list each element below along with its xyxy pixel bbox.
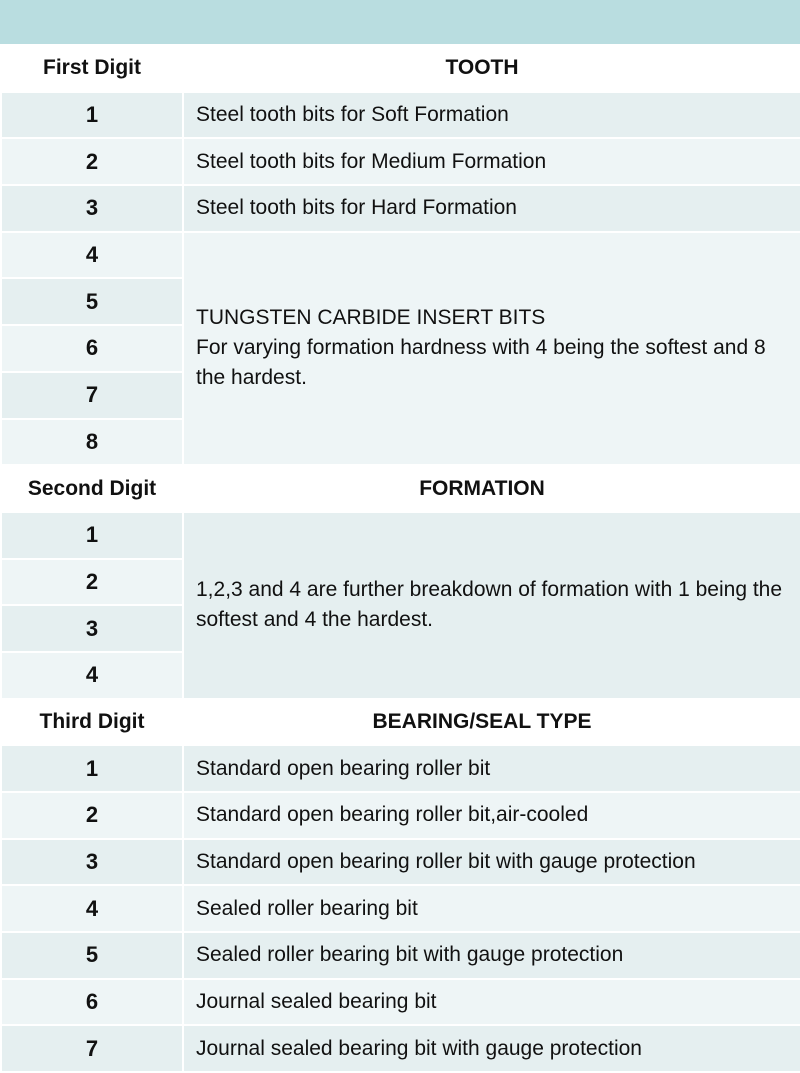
description-cell: Steel tooth bits for Medium Formation [183, 138, 800, 185]
description-cell: Standard open bearing roller bit,air-cooled [183, 792, 800, 839]
table-row [1, 185, 800, 232]
description-cell: Journal sealed bearing bit with gauge protection [183, 1025, 800, 1072]
code-cell: 3 [1, 185, 183, 232]
table-row [1, 138, 800, 185]
table-row [1, 92, 800, 139]
code-cell: 4 [1, 232, 183, 279]
table-row [1, 512, 800, 559]
code-cell: 2 [1, 138, 183, 185]
description-cell: Steel tooth bits for Hard Formation [183, 185, 800, 232]
code-cell: 7 [1, 1025, 183, 1072]
section-heading: TOOTH [183, 45, 800, 92]
table-row [1, 885, 800, 932]
digit-label: First Digit [1, 45, 183, 92]
description-cell: Steel tooth bits for Soft Formation [183, 92, 800, 139]
code-cell: 4 [1, 652, 183, 699]
merged-description-cell [183, 232, 800, 465]
group-description: 1,2,3 and 4 are further breakdown of formation with 1 being the softest and 4 the hardest. [196, 578, 783, 632]
group-title: TUNGSTEN CARBIDE INSERT BITS [196, 306, 546, 330]
section-heading: BEARING/SEAL TYPE [183, 699, 800, 746]
code-cell: 7 [1, 372, 183, 419]
digit-label: Third Digit [1, 699, 183, 746]
table-row [1, 839, 800, 886]
code-cell: 4 [1, 885, 183, 932]
description-cell: Sealed roller bearing bit with gauge protection [183, 932, 800, 979]
description-cell: Standard open bearing roller bit with gauge protection [183, 839, 800, 886]
code-cell: 3 [1, 839, 183, 886]
code-cell: 3 [1, 605, 183, 652]
merged-description-cell [183, 512, 800, 699]
section-header-row [1, 699, 800, 746]
description-cell: Standard open bearing roller bit [183, 745, 800, 792]
section-heading: FORMATION [183, 465, 800, 512]
title-banner [0, 0, 800, 44]
code-cell: 5 [1, 932, 183, 979]
table-row [1, 979, 800, 1026]
code-cell: 1 [1, 92, 183, 139]
code-cell: 2 [1, 559, 183, 606]
table-row [1, 792, 800, 839]
code-cell: 6 [1, 979, 183, 1026]
code-cell: 8 [1, 419, 183, 466]
iadc-code-table [0, 44, 800, 1073]
group-description: For varying formation hardness with 4 being the softest and 8 the hardest. [196, 336, 766, 390]
table-row [1, 745, 800, 792]
code-cell: 5 [1, 278, 183, 325]
table-row [1, 1025, 800, 1072]
code-cell: 1 [1, 745, 183, 792]
section-header-row [1, 45, 800, 92]
table-row [1, 232, 800, 279]
digit-label: Second Digit [1, 465, 183, 512]
description-cell: Journal sealed bearing bit [183, 979, 800, 1026]
code-cell: 6 [1, 325, 183, 372]
description-cell: Sealed roller bearing bit [183, 885, 800, 932]
table-row [1, 932, 800, 979]
code-cell: 2 [1, 792, 183, 839]
section-header-row [1, 465, 800, 512]
code-cell: 1 [1, 512, 183, 559]
